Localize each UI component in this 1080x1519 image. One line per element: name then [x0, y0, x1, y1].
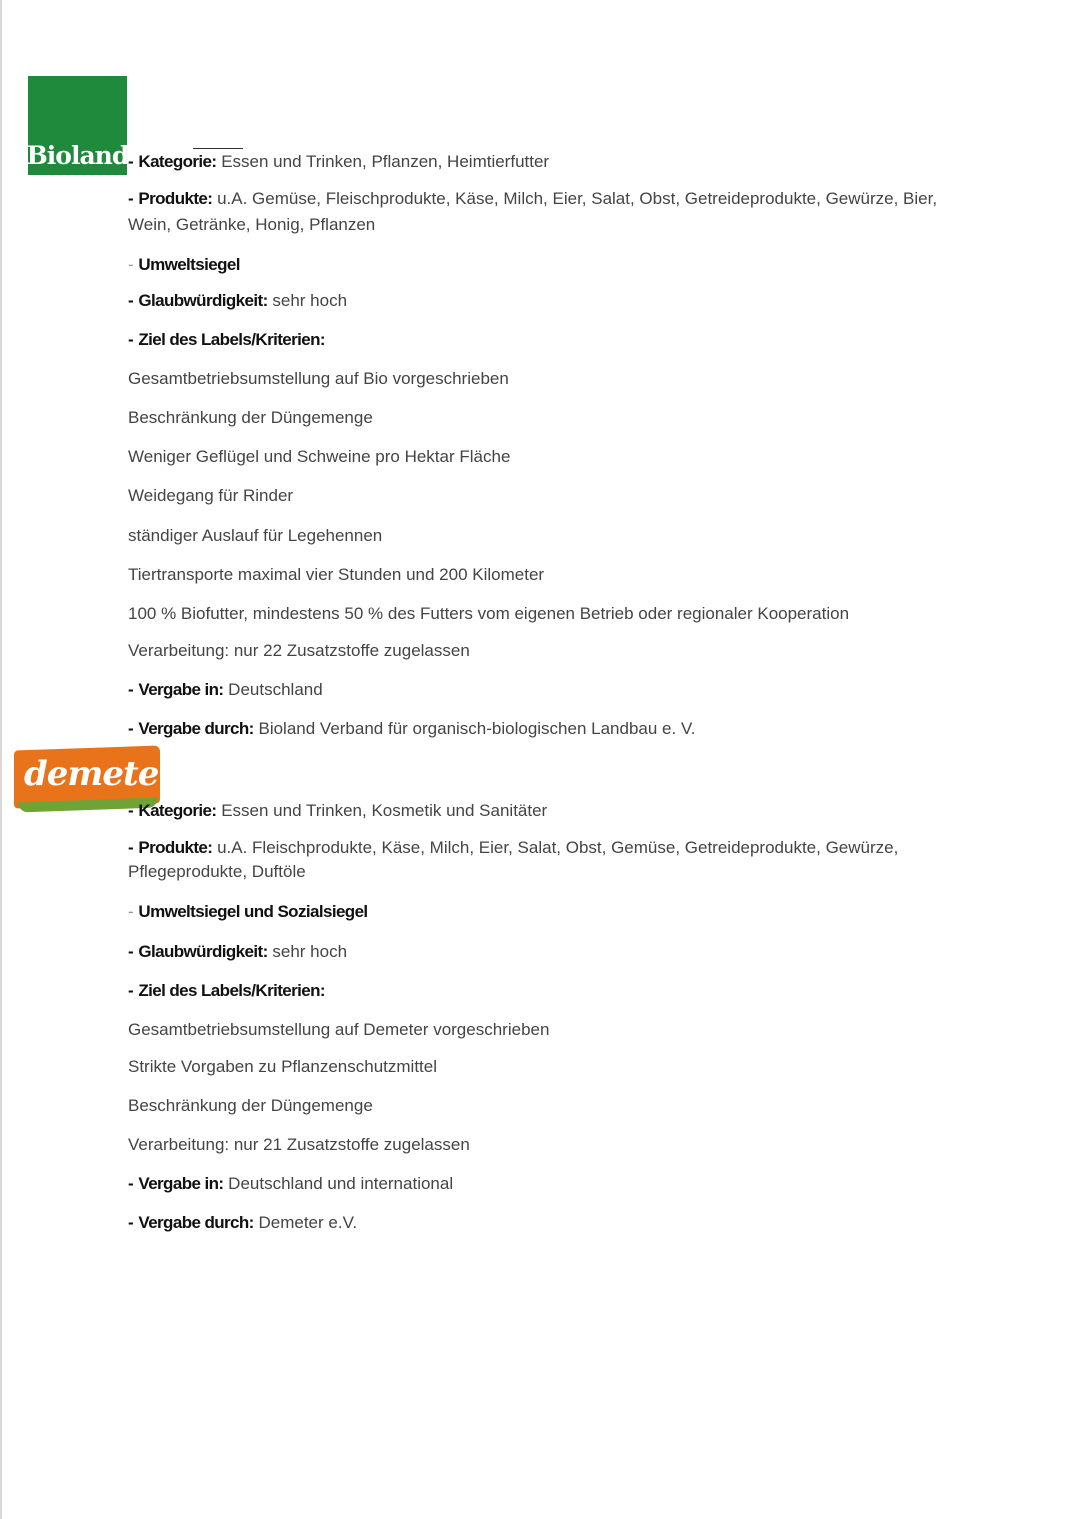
page-edge: [0, 0, 2, 1519]
siegel-text: Umweltsiegel: [138, 255, 240, 274]
ziel-label: Ziel des Labels/Kriterien:: [138, 981, 325, 1000]
glaubwuerdigkeit-value: sehr hoch: [272, 291, 348, 310]
kriterium-item: ständiger Auslauf für Legehennen: [128, 526, 383, 545]
vergabe-in-label: Vergabe in:: [138, 680, 224, 699]
ziel-label: Ziel des Labels/Kriterien:: [138, 330, 325, 349]
vergabe-in-row: - Vergabe in: Deutschland: [128, 680, 323, 699]
ziel-row: - Ziel des Labels/Kriterien:: [128, 981, 325, 1000]
demeter-logo-text: demeter: [24, 754, 176, 794]
kriterium-item: Beschränkung der Düngemenge: [128, 408, 373, 427]
kriterium-item: Verarbeitung: nur 21 Zusatzstoffe zugelassen: [128, 1135, 470, 1154]
vergabe-in-label: Vergabe in:: [138, 1174, 224, 1193]
kategorie-value: Essen und Trinken, Pflanzen, Heimtierfutter: [221, 152, 550, 171]
vergabe-durch-row: - Vergabe durch: Demeter e.V.: [128, 1213, 358, 1232]
kategorie-row: - Kategorie: Essen und Trinken, Pflanzen, Heimtierfutter: [128, 152, 550, 171]
glaubwuerdigkeit-row: - Glaubwürdigkeit: sehr hoch: [128, 291, 348, 310]
kriterium-item: Tiertransporte maximal vier Stunden und 200 Kilometer: [128, 565, 545, 584]
kriterium-item: Gesamtbetriebsumstellung auf Demeter vorgeschrieben: [128, 1020, 550, 1039]
ziel-row: - Ziel des Labels/Kriterien:: [128, 330, 325, 349]
vergabe-durch-label: Vergabe durch:: [138, 719, 254, 738]
siegel-text: Umweltsiegel und Sozialsiegel: [138, 902, 368, 921]
kriterium-item: Verarbeitung: nur 22 Zusatzstoffe zugelassen: [128, 641, 470, 660]
produkte-value: u.A. Fleischprodukte, Käse, Milch, Eier, Salat, Obst, Gemüse, Getreideprodukte, Gewürze, Pflegeprodukte, Duftöle: [128, 838, 899, 881]
kriterium-item: Weidegang für Rinder: [128, 486, 294, 505]
produkte-label: Produkte:: [138, 838, 213, 857]
glaubwuerdigkeit-row: - Glaubwürdigkeit: sehr hoch: [128, 942, 348, 961]
kriterium-item: 100 % Biofutter, mindestens 50 % des Futters vom eigenen Betrieb oder regionaler Kooperation: [128, 604, 850, 623]
kategorie-row: - Kategorie: Essen und Trinken, Kosmetik und Sanitäter: [128, 801, 548, 820]
vergabe-durch-row: - Vergabe durch: Bioland Verband für organisch-biologischen Landbau e. V.: [128, 719, 696, 738]
produkte-row: - Produkte: u.A. Gemüse, Fleischprodukte, Käse, Milch, Eier, Salat, Obst, Getreideprodukte, Gewürze, Bier, Wein, Getränke, Honig, Pflanzen: [128, 189, 938, 234]
glaubwuerdigkeit-value: sehr hoch: [272, 942, 348, 961]
produkte-row: - Produkte: u.A. Fleischprodukte, Käse, Milch, Eier, Salat, Obst, Gemüse, Getreideprodukte, Gewürze, Pflegeprodukte, Duftöle: [128, 838, 899, 881]
vergabe-durch-value: Bioland Verband für organisch-biologischen Landbau e. V.: [258, 719, 696, 738]
bioland-logo: [28, 76, 127, 175]
siegel-row: - Umweltsiegel: [128, 255, 240, 274]
kategorie-label: Kategorie:: [138, 152, 217, 171]
vergabe-durch-label: Vergabe durch:: [138, 1213, 254, 1232]
produkte-value: u.A. Gemüse, Fleischprodukte, Käse, Milch, Eier, Salat, Obst, Getreideprodukte, Gewürze, Bier, Wein, Getränke, Honig, Pflanzen: [128, 189, 938, 234]
kriterium-item: Gesamtbetriebsumstellung auf Bio vorgeschrieben: [128, 369, 509, 388]
vergabe-in-value: Deutschland und international: [228, 1174, 454, 1193]
glaubwuerdigkeit-label: Glaubwürdigkeit:: [138, 291, 268, 310]
vergabe-durch-value: Demeter e.V.: [258, 1213, 358, 1232]
kategorie-label: Kategorie:: [138, 801, 217, 820]
kriterium-item: Strikte Vorgaben zu Pflanzenschutzmittel: [128, 1057, 437, 1076]
siegel-row: - Umweltsiegel und Sozialsiegel: [128, 902, 368, 921]
bioland-logo-text: Bioland: [26, 141, 129, 170]
glaubwuerdigkeit-label: Glaubwürdigkeit:: [138, 942, 268, 961]
kriterium-item: Beschränkung der Düngemenge: [128, 1096, 373, 1115]
vergabe-in-value: Deutschland: [228, 680, 323, 699]
vergabe-in-row: - Vergabe in: Deutschland und international: [128, 1174, 454, 1193]
kategorie-value: Essen und Trinken, Kosmetik und Sanitäter: [221, 801, 548, 820]
produkte-label: Produkte:: [138, 189, 213, 208]
kriterium-item: Weniger Geflügel und Schweine pro Hektar Fläche: [128, 447, 511, 466]
